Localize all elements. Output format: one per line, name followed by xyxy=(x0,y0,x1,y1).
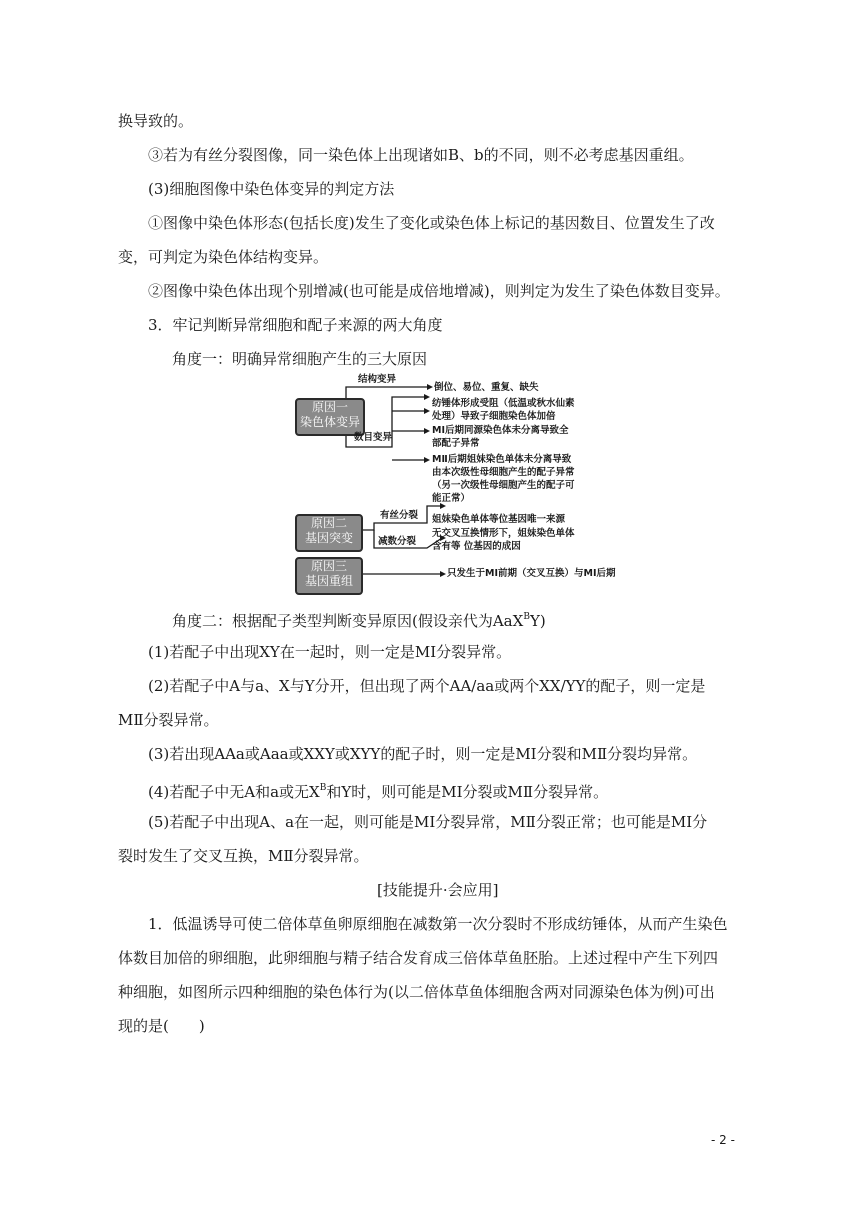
angle-two-tail: Y) xyxy=(529,612,546,630)
cause-box-gene-recombination: 原因三 基因重组 xyxy=(295,557,363,595)
numerical-cause-1: 纺锤体形成受阻（低温或秋水仙素 处理）导致子细胞染色体加倍 xyxy=(432,398,575,422)
recombination-note: 只发生于MⅠ前期（交叉互换）与MⅠ后期 xyxy=(447,568,616,579)
cause-diagram xyxy=(292,374,622,594)
angle-two-heading xyxy=(172,607,546,631)
question-line-1: 1．低温诱导可使二倍体草鱼卵原细胞在减数第一次分裂时不形成纺锤体，从而产生染色 xyxy=(148,915,728,933)
text-line-16: 裂时发生了交叉互换，MⅡ分裂异常。 xyxy=(118,847,369,865)
cause-box-chromosome-variation: 原因一 染色体变异 xyxy=(295,398,365,436)
question-line-4: 现的是( ) xyxy=(118,1017,205,1035)
text-line-2: ③若为有丝分裂图像，同一染色体上出现诸如B、b的不同，则不必考虑基因重组。 xyxy=(148,146,694,164)
structural-types: 倒位、易位、重复、缺失 xyxy=(434,382,539,393)
question-line-2: 体数目加倍的卵细胞，此卵细胞与精子结合发育成三倍体草鱼胚胎。上述过程中产生下列四 xyxy=(118,949,719,967)
text-line-14-head: (4)若配子中无A和a或无X xyxy=(148,783,320,801)
text-line-11: (2)若配子中A与a、X与Y分开，但出现了两个AA/aa或两个XX/YY的配子，则一定是 xyxy=(148,677,706,695)
angle-one-heading: 角度一：明确异常细胞产生的三大原因 xyxy=(172,350,428,368)
text-line-15: (5)若配子中出现A、a在一起，则可能是MⅠ分裂异常，MⅡ分裂正常；也可能是MⅠ分 xyxy=(148,813,708,831)
text-line-1: 换导致的。 xyxy=(118,112,194,130)
edge-label-mitosis: 有丝分裂 xyxy=(380,510,419,521)
text-line-4: ①图像中染色体形态(包括长度)发生了变化或染色体上标记的基因数目、位置发生了改 xyxy=(148,214,715,232)
superscript-b-2: B xyxy=(319,783,327,793)
numerical-cause-2: MⅠ后期同源染色体未分离导致全 部配子异常 xyxy=(432,425,569,449)
angle-two-text: 角度二：根据配子类型判断变异原因(假设亲代为AaX xyxy=(172,612,524,630)
skill-section-title: [技能提升·会应用] xyxy=(377,881,499,899)
question-line-3: 种细胞，如图所示四种细胞的染色体行为(以二倍体草鱼体细胞含两对同源染色体为例)可出 xyxy=(118,983,715,1001)
mitosis-note: 姐妹染色单体等位基因唯一来源 xyxy=(432,514,566,525)
superscript-b: B xyxy=(523,612,530,622)
meiosis-note: 无交叉互换情形下，姐妹染色单体 含有等 位基因的成因 xyxy=(432,528,575,552)
cause-box-gene-mutation: 原因二 基因突变 xyxy=(295,514,363,552)
numerical-cause-3: MⅡ后期姐妹染色单体未分离导致 由本次级性母细胞产生的配子异常 （另一次级性母细胞产生的配子可 能正常） xyxy=(432,454,575,504)
text-line-5: 变，可判定为染色体结构变异。 xyxy=(118,248,329,266)
edge-label-meiosis: 减数分裂 xyxy=(378,536,417,547)
text-line-12: MⅡ分裂异常。 xyxy=(118,711,219,729)
text-line-6: ②图像中染色体出现个别增减(也可能是成倍地增减)，则判定为发生了染色体数目变异。 xyxy=(148,282,730,300)
text-line-14-tail: 和Y时，则可能是MⅠ分裂或MⅡ分裂异常。 xyxy=(326,783,609,801)
edge-label-structural: 结构变异 xyxy=(358,374,397,385)
text-line-10: (1)若配子中出现XY在一起时，则一定是MⅠ分裂异常。 xyxy=(148,643,512,661)
text-line-13: (3)若出现AAa或Aaa或XXY或XYY的配子时，则一定是MⅠ分裂和MⅡ分裂均异常。 xyxy=(148,745,698,763)
text-line-14 xyxy=(148,778,608,802)
page-number: - 2 - xyxy=(711,1133,735,1147)
text-line-3: (3)细胞图像中染色体变异的判定方法 xyxy=(148,180,395,198)
edge-label-numerical: 数目变异 xyxy=(354,432,393,443)
section-heading: 3．牢记判断异常细胞和配子来源的两大角度 xyxy=(148,316,443,334)
